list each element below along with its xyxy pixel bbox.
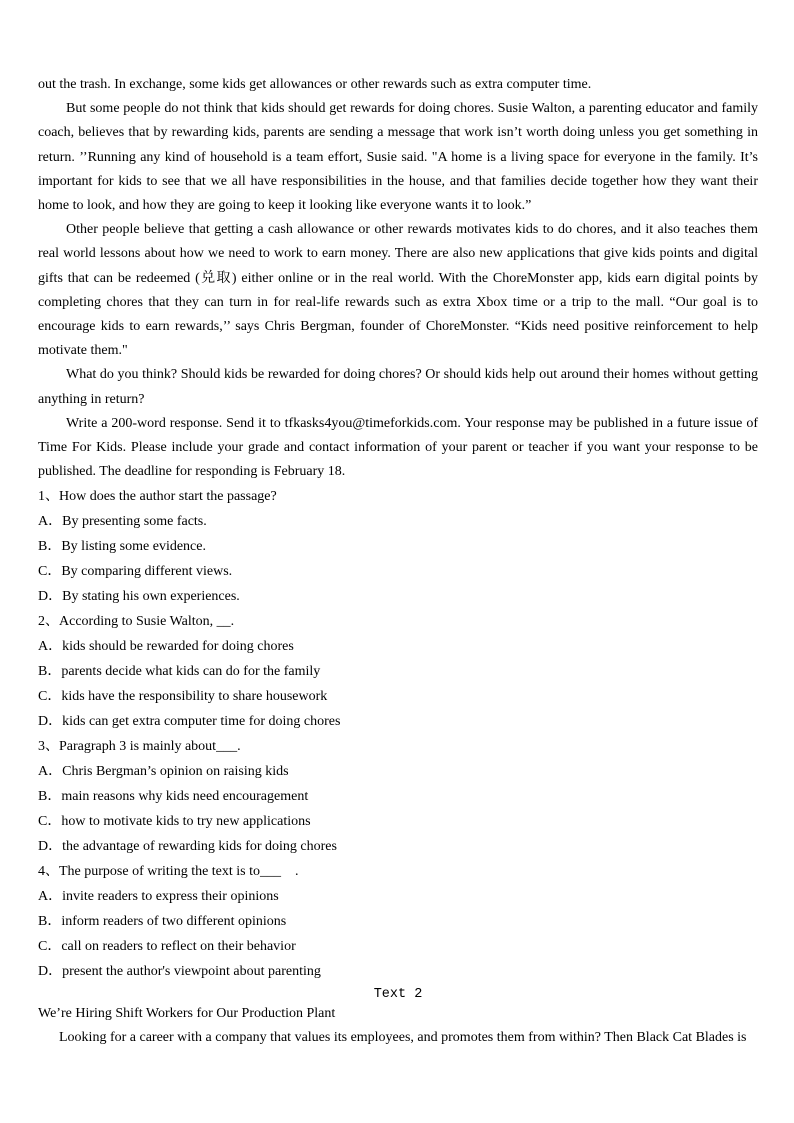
- question-stem: 1、How does the author start the passage?: [38, 489, 277, 505]
- question-stem: 4、The purpose of writing the text is to___ .: [38, 864, 299, 880]
- option-a: A．By presenting some facts.: [38, 514, 207, 530]
- option-b: B．inform readers of two different opinions: [38, 914, 287, 930]
- question-2: [38, 609, 758, 734]
- section-heading: Text 2: [373, 987, 423, 1003]
- passage-paragraph-response-instructions: Write a 200-word response. Send it to tfkasks4you@timeforkids.com. Your response may be published in a future issue of Time For Kids. Please include your grade and contact information of your parent or teacher if you want your response to be published. The deadline for responding is February 18.: [38, 415, 758, 480]
- option-c: C．kids have the responsibility to share housework: [38, 689, 328, 705]
- option-c: C．call on readers to reflect on their behavior: [38, 939, 296, 955]
- option-d: D．By stating his own experiences.: [38, 589, 240, 605]
- passage-paragraph-question: What do you think? Should kids be rewarded for doing chores? Or should kids help out around their homes without getting anything in return?: [38, 367, 758, 407]
- option-b: B．main reasons why kids need encouragement: [38, 789, 309, 805]
- option-b: B．By listing some evidence.: [38, 539, 206, 555]
- option-b: B．parents decide what kids can do for the family: [38, 664, 321, 680]
- option-d: D．kids can get extra computer time for doing chores: [38, 714, 341, 730]
- question-4: [38, 859, 758, 984]
- option-a: A．Chris Bergman’s opinion on raising kids: [38, 764, 289, 780]
- passage-paragraph-susie-walton: But some people do not think that kids should get rewards for doing chores. Susie Walton, a parenting educator and family coach, believes that by rewarding kids, parents are sending a message that work isn’t worth doing unless you get something in return. ’’Running any kind of household is a team effort, Susie said. "A home is a living space for everyone in the family. It’s important for kids to see that we all have responsibilities in the house, and that families decide together how they want their home to look, and how they are going to keep it looking like everyone wants it to look.”: [38, 101, 758, 214]
- option-d: D．the advantage of rewarding kids for doing chores: [38, 839, 337, 855]
- question-stem: 2、According to Susie Walton, __.: [38, 614, 235, 630]
- job-ad-paragraph: Looking for a career with a company that values its employees, and promotes them from within? Then Black Cat Blades is: [59, 1030, 747, 1046]
- passage-paragraph-continued: out the trash. In exchange, some kids get allowances or other rewards such as extra computer time.: [38, 77, 592, 92]
- option-a: A．kids should be rewarded for doing chores: [38, 639, 294, 655]
- document-page: [38, 73, 758, 1052]
- option-c: C．how to motivate kids to try new applications: [38, 814, 311, 830]
- text1-passage: [38, 73, 758, 484]
- question-3: [38, 734, 758, 859]
- job-ad-title: We’re Hiring Shift Workers for Our Production Plant: [38, 1006, 336, 1022]
- text2-passage: [38, 986, 758, 1052]
- option-a: A．invite readers to express their opinions: [38, 889, 279, 905]
- option-c: C．By comparing different views.: [38, 564, 233, 580]
- question-1: [38, 484, 758, 609]
- passage-paragraph-rewards: Other people believe that getting a cash allowance or other rewards motivates kids to do chores, and it also teaches them real world lessons about how we need to work to earn money. There are also new applications that give kids points and digital gifts that can be redeemed (兑取) either online or in the real world. With the ChoreMonster app, kids earn digital points by completing chores that they can turn in for real-life rewards such as extra Xbox time or a trip to the mall. “Our goal is to encourage kids to earn rewards,’’ says Chris Bergman, founder of ChoreMonster. “Kids need positive reinforcement to help motivate them.": [38, 222, 758, 359]
- option-d: D．present the author's viewpoint about parenting: [38, 964, 321, 980]
- question-stem: 3、Paragraph 3 is mainly about___.: [38, 739, 241, 755]
